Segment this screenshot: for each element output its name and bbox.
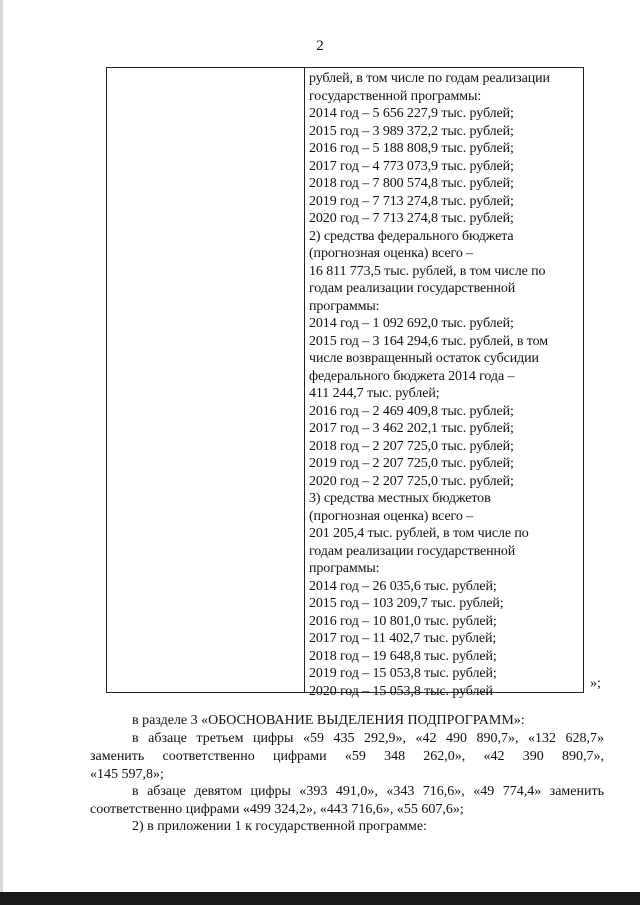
paragraph-third-abzac <box>90 730 604 784</box>
closing-quote: »; <box>590 676 601 691</box>
table-line: 2016 год – 10 801,0 тыс. рублей; <box>309 613 497 629</box>
table-line: числе возвращенный остаток субсидии <box>309 351 539 366</box>
table-line: годам реализации государственной <box>309 543 516 559</box>
table-line: 2016 год – 2 469 409,8 тыс. рублей; <box>309 403 514 419</box>
table-line: 2014 год – 1 092 692,0 тыс. рублей; <box>309 316 514 331</box>
program-table <box>106 67 584 699</box>
table-line: государственной программы: <box>309 88 482 104</box>
paragraph-section-title: в разделе 3 «ОБОСНОВАНИЕ ВЫДЕЛЕНИЯ ПОДПРОГРАММ»: <box>132 713 525 728</box>
table-line: 2015 год – 3 164 294,6 тыс. рублей, в том <box>309 333 548 349</box>
table-line: 2) средства федерального бюджета <box>309 228 514 244</box>
table-line: 2018 год – 7 800 574,8 тыс. рублей; <box>309 176 514 191</box>
table-line: 411 244,7 тыс. рублей; <box>309 386 440 401</box>
table-right-cell <box>309 70 579 700</box>
paragraph-line: соответственно цифрами «499 324,2», «443 716,6», «55 607,6»; <box>90 802 464 817</box>
table-line: рублей, в том числе по годам реализации <box>309 71 550 86</box>
table-line: 2018 год – 19 648,8 тыс. рублей; <box>309 648 497 664</box>
paragraph-ninth-abzac <box>90 783 604 819</box>
table-line: 2014 год – 26 035,6 тыс. рублей; <box>309 578 497 594</box>
table-line: 2017 год – 3 462 202,1 тыс. рублей; <box>309 421 514 436</box>
table-line: 2017 год – 11 402,7 тыс. рублей; <box>309 631 497 646</box>
table-line: программы: <box>309 298 380 314</box>
table-line: 2019 год – 2 207 725,0 тыс. рублей; <box>309 456 514 471</box>
section-3-paragraph <box>90 712 604 730</box>
table-line: программы: <box>309 561 380 576</box>
scan-left-edge <box>0 0 3 905</box>
table-line: 2018 год – 2 207 725,0 тыс. рублей; <box>309 438 514 454</box>
table-line: федерального бюджета 2014 года – <box>309 368 515 384</box>
table-line: 2020 год – 15 053,8 тыс. рублей <box>309 683 493 699</box>
table-column-divider <box>304 68 305 692</box>
table-line: 2020 год – 7 713 274,8 тыс. рублей; <box>309 211 514 226</box>
scan-bottom-edge <box>0 892 640 905</box>
page-number: 2 <box>316 38 324 54</box>
table-line: 2020 год – 2 207 725,0 тыс. рублей; <box>309 473 514 489</box>
table-line: 201 205,4 тыс. рублей, в том числе по <box>309 526 529 541</box>
paragraph-line: в абзаце третьем цифры «59 435 292,9», «42 490 890,7», «132 628,7» <box>132 731 604 746</box>
paragraph-line: в абзаце девятом цифры «393 491,0», «343 716,6», «49 774,4» заменить <box>132 784 604 799</box>
table-line: 2017 год – 4 773 073,9 тыс. рублей; <box>309 158 514 174</box>
paragraph-line: заменить соответственно цифрами «59 348 262,0», «42 390 890,7», <box>90 749 604 764</box>
table-line: (прогнозная оценка) всего – <box>309 508 474 524</box>
paragraph-appendix <box>90 818 604 836</box>
table-line: годам реализации государственной <box>309 281 516 296</box>
paragraph-appendix-line: 2) в приложении 1 к государственной программе: <box>132 819 427 834</box>
table-line: 2014 год – 5 656 227,9 тыс. рублей; <box>309 106 514 121</box>
table-line: 3) средства местных бюджетов <box>309 491 491 506</box>
table-line: 16 811 773,5 тыс. рублей, в том числе по <box>309 263 546 279</box>
table-line: 2015 год – 3 989 372,2 тыс. рублей; <box>309 123 514 139</box>
paragraph-line: «145 597,8»; <box>90 767 164 782</box>
table-line: 2016 год – 5 188 808,9 тыс. рублей; <box>309 141 514 156</box>
table-line: 2019 год – 7 713 274,8 тыс. рублей; <box>309 193 514 209</box>
table-line: 2019 год – 15 053,8 тыс. рублей; <box>309 666 497 681</box>
table-line: 2015 год – 103 209,7 тыс. рублей; <box>309 596 504 611</box>
table-line: (прогнозная оценка) всего – <box>309 246 474 261</box>
